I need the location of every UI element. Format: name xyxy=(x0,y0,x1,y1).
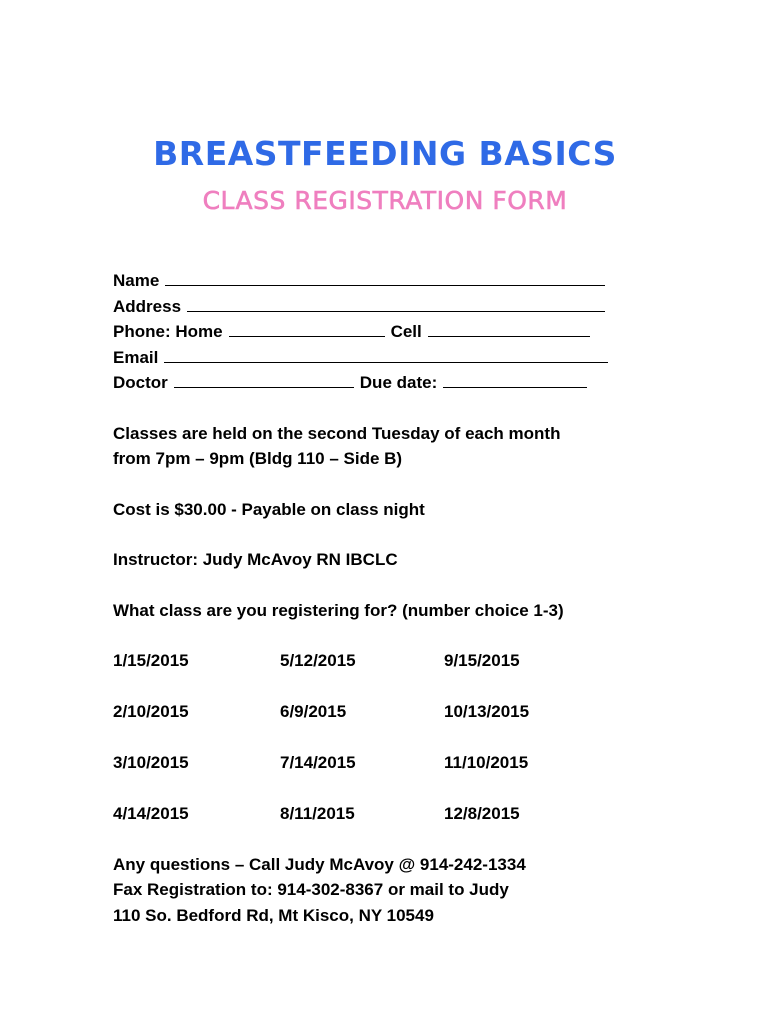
due-date-label: Due date: xyxy=(359,373,438,392)
class-date: 7/14/2015 xyxy=(280,753,356,772)
form-subtitle: CLASS REGISTRATION FORM xyxy=(202,186,568,215)
form-title: BREASTFEEDING BASICS xyxy=(153,134,617,173)
cost-text: Cost is $30.00 - Payable on class night xyxy=(113,499,425,519)
due-date-field[interactable] xyxy=(443,372,587,388)
class-date: 11/10/2015 xyxy=(444,753,529,772)
form-body xyxy=(113,268,713,928)
class-date: 9/15/2015 xyxy=(444,651,520,670)
class-question: What class are you registering for? (number choice 1-3) xyxy=(113,600,564,620)
address-label: Address xyxy=(113,296,182,316)
class-date: 1/15/2015 xyxy=(113,651,189,670)
cell-label: Cell xyxy=(390,322,422,341)
phone-home-field[interactable] xyxy=(229,321,385,337)
contact-line-3: 110 So. Bedford Rd, Mt Kisco, NY 10549 xyxy=(113,905,434,925)
contact-line-1: Any questions – Call Judy McAvoy @ 914-242-1334 xyxy=(113,854,526,874)
name-label: Name xyxy=(113,271,160,290)
class-date: 5/12/2015 xyxy=(280,651,356,670)
email-row xyxy=(113,345,713,371)
contact-line-2: Fax Registration to: 914-302-8367 or mail to Judy xyxy=(113,880,509,899)
class-date: 4/14/2015 xyxy=(113,804,189,823)
class-date: 10/13/2015 xyxy=(444,702,530,721)
schedule-line-1: Classes are held on the second Tuesday of each month xyxy=(113,423,561,443)
schedule-line-2: from 7pm – 9pm (Bldg 110 – Side B) xyxy=(113,449,403,468)
address-field[interactable] xyxy=(187,296,605,312)
class-date: 3/10/2015 xyxy=(113,753,189,772)
address-row xyxy=(113,294,713,320)
cell-field[interactable] xyxy=(428,321,590,337)
class-dates-grid xyxy=(113,648,653,827)
phone-row xyxy=(113,319,713,345)
name-row xyxy=(113,268,713,294)
class-date: 8/11/2015 xyxy=(280,804,355,823)
doctor-label: Doctor xyxy=(113,373,168,392)
phone-home-label: Phone: Home xyxy=(113,322,223,341)
name-field[interactable] xyxy=(165,270,605,286)
class-date: 2/10/2015 xyxy=(113,702,189,721)
email-label: Email xyxy=(113,347,159,367)
class-date: 12/8/2015 xyxy=(444,804,520,823)
doctor-field[interactable] xyxy=(174,372,354,388)
doctor-row xyxy=(113,370,713,396)
email-field[interactable] xyxy=(164,347,608,363)
instructor-text: Instructor: Judy McAvoy RN IBCLC xyxy=(113,550,398,569)
class-date: 6/9/2015 xyxy=(280,702,347,721)
